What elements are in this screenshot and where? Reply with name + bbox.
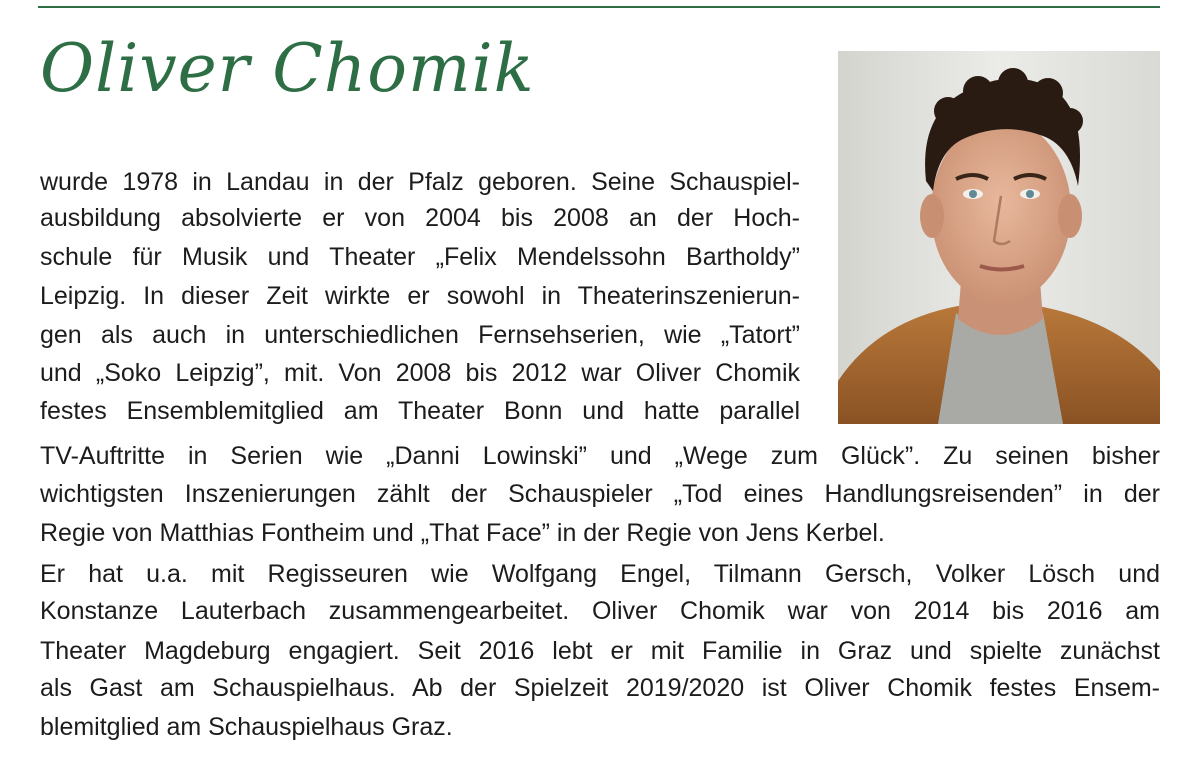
bio-line: als Gast am Schauspielhaus. Ab der Spielzeit 2019/2020 ist Oliver Chomik festes Ensem- [40, 674, 1160, 702]
portrait-icon [838, 51, 1160, 424]
bio-line: TV-Auftritte in Serien wie „Danni Lowinski” und „Wege zum Glück”. Zu seinen bisher [40, 442, 1160, 470]
bio-line: ausbildung absolvierte er von 2004 bis 2008 an der Hoch- [40, 204, 800, 232]
portrait-photo [838, 51, 1160, 424]
bio-line: gen als auch in unterschiedlichen Fernsehserien, wie „Tatort” [40, 321, 800, 349]
bio-line: und „Soko Leipzig”, mit. Von 2008 bis 2012 war Oliver Chomik [40, 359, 800, 387]
bio-line: schule für Musik und Theater „Felix Mendelssohn Bartholdy” [40, 243, 800, 271]
top-divider [38, 6, 1160, 8]
bio-line: Theater Magdeburg engagiert. Seit 2016 lebt er mit Familie in Graz und spielte zunächst [40, 637, 1160, 665]
bio-line: Leipzig. In dieser Zeit wirkte er sowohl in Theaterinszenierun- [40, 282, 800, 310]
page-title: Oliver Chomik [40, 30, 535, 107]
bio-line: wichtigsten Inszenierungen zählt der Schauspieler „Tod eines Handlungsreisenden” in der [40, 480, 1160, 508]
bio-line: Konstanze Lauterbach zusammengearbeitet. Oliver Chomik war von 2014 bis 2016 am [40, 597, 1160, 625]
bio-line: Er hat u.a. mit Regisseuren wie Wolfgang Engel, Tilmann Gersch, Volker Lösch und [40, 560, 1160, 588]
bio-line: festes Ensemblemitglied am Theater Bonn und hatte parallel [40, 397, 800, 425]
bio-line: wurde 1978 in Landau in der Pfalz geboren. Seine Schauspiel- [40, 168, 800, 196]
bio-line: Regie von Matthias Fontheim und „That Face” in der Regie von Jens Kerbel. [40, 519, 885, 547]
bio-line: blemitglied am Schauspielhaus Graz. [40, 713, 453, 741]
